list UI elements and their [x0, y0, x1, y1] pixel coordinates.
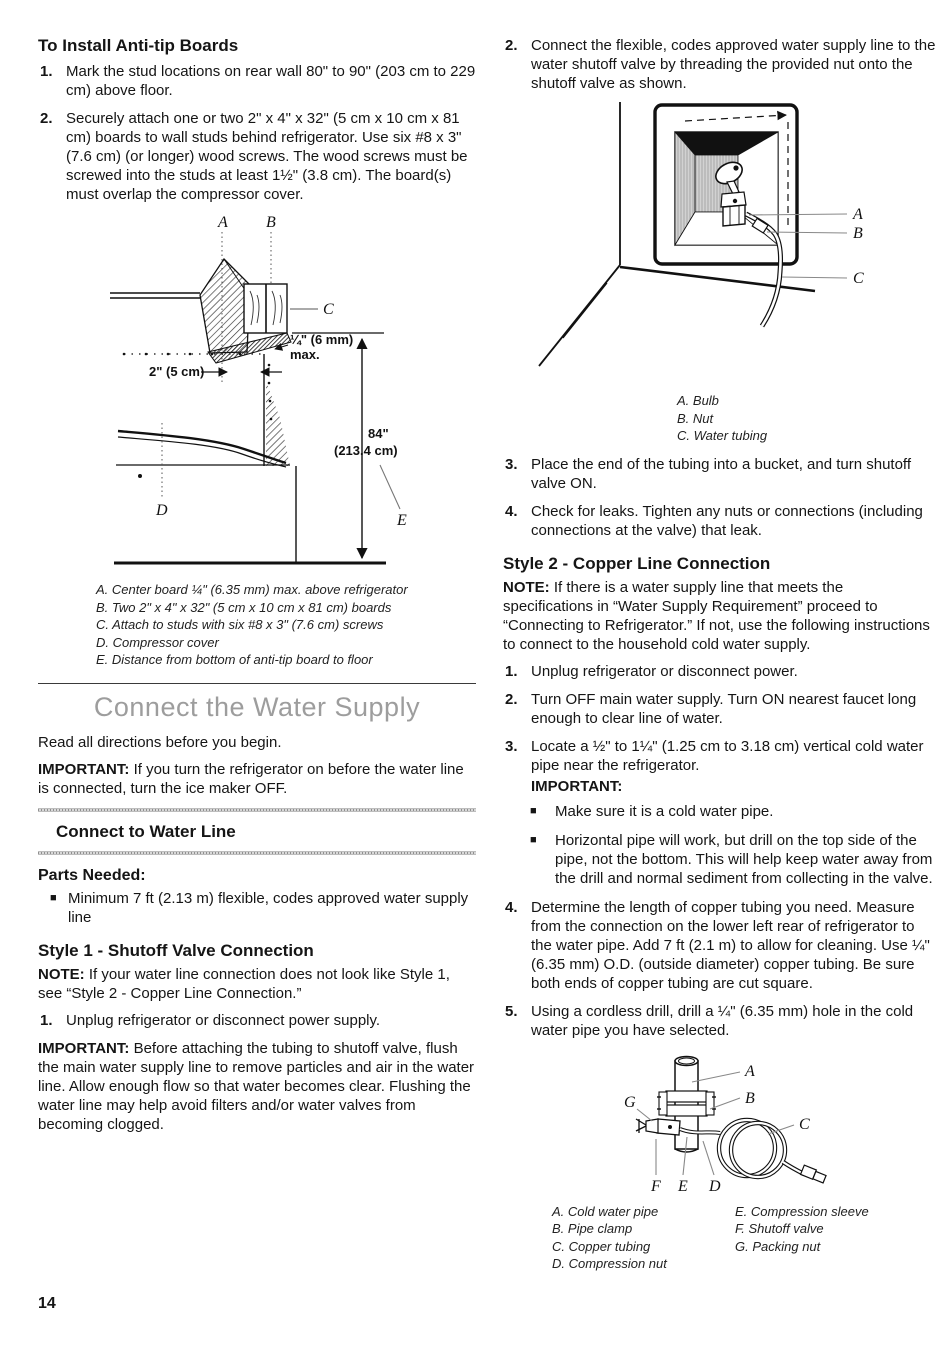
caption-line: B. Two 2" x 4" x 32" (5 cm x 10 cm x 81 cm) boards: [96, 599, 392, 615]
shutoff-diagram-caption: [677, 392, 937, 445]
step-text: Connect the flexible, codes approved water supply line to the water shutoff valve by threading the provided nut onto the shutoff valve as shown.: [531, 37, 936, 92]
label-e: E: [678, 1177, 688, 1195]
style2-step-3: [503, 737, 937, 775]
dim-max: max.: [290, 347, 320, 362]
right-column: [503, 36, 937, 1273]
step-number: 2.: [505, 37, 518, 54]
note-label: NOTE:: [38, 965, 85, 983]
caption-line: B. Nut: [677, 410, 714, 426]
water-supply-heading: Connect the Water Supply: [93, 691, 421, 722]
important-note: [38, 760, 476, 798]
style2-step-4: [503, 898, 937, 993]
step-number: 4.: [505, 502, 518, 520]
label-c: C: [799, 1115, 810, 1133]
step-number: 5.: [505, 1002, 518, 1020]
step-text: Mark the stud locations on rear wall 80" to 90" (203 cm to 229 cm) above floor.: [66, 63, 476, 99]
step-text: Place the end of the tubing into a bucket, and turn shutoff valve ON.: [531, 455, 911, 492]
label-g: G: [624, 1093, 636, 1111]
step-number: 1.: [505, 662, 518, 680]
label-c: C: [323, 301, 334, 318]
style2-step-2: [503, 690, 937, 728]
label-a: A: [218, 214, 228, 231]
note-label: NOTE:: [503, 578, 550, 596]
style1-note: [38, 965, 476, 1003]
bullet-text: Make sure it is a cold water pipe.: [555, 802, 774, 820]
step-text: Turn OFF main water supply. Turn ON nearest faucet long enough to clear line of water.: [531, 690, 917, 727]
dim-84cm: (213.4 cm): [334, 443, 398, 458]
shutoff-step-3: [503, 455, 937, 493]
caption-line: D. Compressor cover: [96, 634, 219, 650]
step-text: Check for leaks. Tighten any nuts or connections (including connections at the valve) that leak.: [531, 502, 923, 539]
dim-84in: 84": [368, 426, 389, 441]
bullet-square-icon: ■: [50, 891, 57, 904]
parts-item: [38, 889, 476, 927]
step-number: 2.: [40, 110, 53, 127]
step-number: 1.: [40, 63, 53, 80]
copper-diagram-caption: [552, 1203, 937, 1273]
label-e: E: [397, 512, 407, 529]
style2-heading: Style 2 - Copper Line Connection: [503, 553, 771, 573]
caption-line: A. Cold water pipe: [552, 1203, 659, 1219]
caption-line: A. Bulb: [677, 393, 719, 408]
step-number: 4.: [505, 898, 518, 916]
label-d: D: [156, 502, 168, 519]
important-label: IMPORTANT:: [38, 1039, 130, 1057]
copper-line-diagram: [540, 1049, 930, 1199]
banner-rule-top: [38, 808, 476, 812]
caption-line: C. Copper tubing: [552, 1238, 651, 1254]
dim-quarter-inch: ¼" (6 mm): [290, 332, 354, 347]
step-number: 2.: [505, 690, 518, 708]
caption-line: G. Packing nut: [735, 1238, 821, 1254]
caption-line: E. Distance from bottom of anti-tip board to floor: [96, 652, 373, 667]
anti-tip-diagram-caption: [96, 581, 476, 669]
label-a: A: [745, 1062, 755, 1080]
anti-tip-heading: To Install Anti-tip Boards: [38, 36, 239, 55]
note-text: If there is a water supply line that meets the specifications in “Water Supply Requirement” proceed to “Connecting to Refrigerator.” If not, use the following instructions to connect to the household cold water supply.: [503, 578, 930, 653]
page-number: 14: [38, 1295, 56, 1312]
banner-rule-bottom: [38, 851, 476, 855]
style1-important: [38, 1039, 476, 1134]
label-b: B: [745, 1089, 755, 1107]
caption-column-left: [552, 1203, 735, 1273]
bullet-square-icon: ■: [530, 804, 537, 817]
caption-line: C. Water tubing: [677, 428, 768, 443]
important-bullet-2: [528, 831, 937, 888]
style2-step-1: [503, 662, 937, 681]
label-c: C: [853, 270, 864, 287]
bullet-square-icon: ■: [530, 833, 537, 846]
important-text: If you turn the refrigerator on before the water line is connected, turn the ice maker OFF.: [38, 760, 464, 797]
step-number: 3.: [505, 737, 518, 755]
note-text: If your water line connection does not look like Style 1, see “Style 2 - Copper Line Connection.”: [38, 965, 450, 1002]
intro-text: Read all directions before you begin.: [38, 733, 282, 751]
left-column: [38, 36, 476, 1142]
connect-water-line-heading: Connect to Water Line: [56, 821, 236, 841]
caption-line: E. Compression sleeve: [735, 1203, 869, 1219]
caption-line: C. Attach to studs with six #8 x 3" (7.6 cm) screws: [96, 617, 384, 632]
style1-heading: Style 1 - Shutoff Valve Connection: [38, 940, 314, 960]
bullet-text: Horizontal pipe will work, but drill on the top side of the pipe, not the bottom. This will help keep water away from the drill and normal sediment from collecting in the valve.: [555, 831, 933, 887]
step-number: 3.: [505, 455, 518, 473]
shutoff-step-4: [503, 502, 937, 540]
style2-step-5: [503, 1002, 937, 1040]
dim-2in: 2" (5 cm): [149, 364, 205, 379]
step-text: Determine the length of copper tubing you need. Measure from the connection on the lower left rear of refrigerator to the water pipe. Add 7 ft (2.1 m) to allow for cleaning. Use ¼" (6.35 mm) O.D. (outside diameter) copper tubing. Be sure both ends of copper tubing are cut square.: [531, 898, 930, 992]
caption-line: D. Compression nut: [552, 1256, 667, 1271]
important-label: IMPORTANT:: [38, 760, 130, 778]
important-text: Before attaching the tubing to shutoff valve, flush the main water supply line to remove particles and air in the water line. Allow enough flow so that water becomes clear. Flushing the water line may help avoid filters and/or water valves from becoming clogged.: [38, 1039, 475, 1133]
step-text: Securely attach one or two 2" x 4" x 32" (5 cm x 10 cm x 81 cm) boards to wall studs behind refrigerator. Use six #8 x 3" (7.6 cm) (or longer) wood screws. The wood screws must be screwed into the studs at least 1½" (3.8 cm). The board(s) must overlap the compressor cover.: [66, 110, 468, 203]
step-text: Unplug refrigerator or disconnect power supply.: [66, 1011, 381, 1029]
anti-tip-step-2: [38, 109, 476, 204]
caption-line: F. Shutoff valve: [735, 1221, 824, 1236]
caption-line: B. Pipe clamp: [552, 1221, 633, 1236]
label-a: A: [853, 206, 863, 223]
step-text: Locate a ½" to 1¼" (1.25 cm to 3.18 cm) vertical cold water pipe near the refrigerator.: [531, 737, 924, 774]
section-divider: [38, 683, 476, 684]
anti-tip-board-diagram: [94, 213, 484, 575]
caption-column-right: [735, 1203, 869, 1273]
label-b: B: [853, 225, 863, 242]
parts-text: Minimum 7 ft (2.13 m) flexible, codes approved water supply line: [68, 889, 469, 926]
caption-line: A. Center board ¼" (6.35 mm) max. above refrigerator: [96, 582, 408, 597]
important-bullet-1: [528, 802, 937, 821]
shutoff-step-2: [503, 36, 937, 93]
label-d: D: [709, 1177, 721, 1195]
step-text: Unplug refrigerator or disconnect power.: [531, 662, 798, 680]
style2-note: [503, 578, 937, 654]
shutoff-valve-diagram: [503, 102, 935, 390]
parts-needed-heading: Parts Needed:: [38, 866, 146, 884]
step-text: Using a cordless drill, drill a ¼" (6.35 mm) hole in the cold water pipe you have selected.: [531, 1002, 914, 1039]
label-b: B: [266, 214, 276, 231]
style1-step-1: [38, 1011, 476, 1030]
style2-important-label: IMPORTANT:: [531, 777, 623, 795]
anti-tip-step-1: [38, 62, 476, 100]
label-f: F: [651, 1177, 661, 1195]
step-number: 1.: [40, 1011, 53, 1029]
